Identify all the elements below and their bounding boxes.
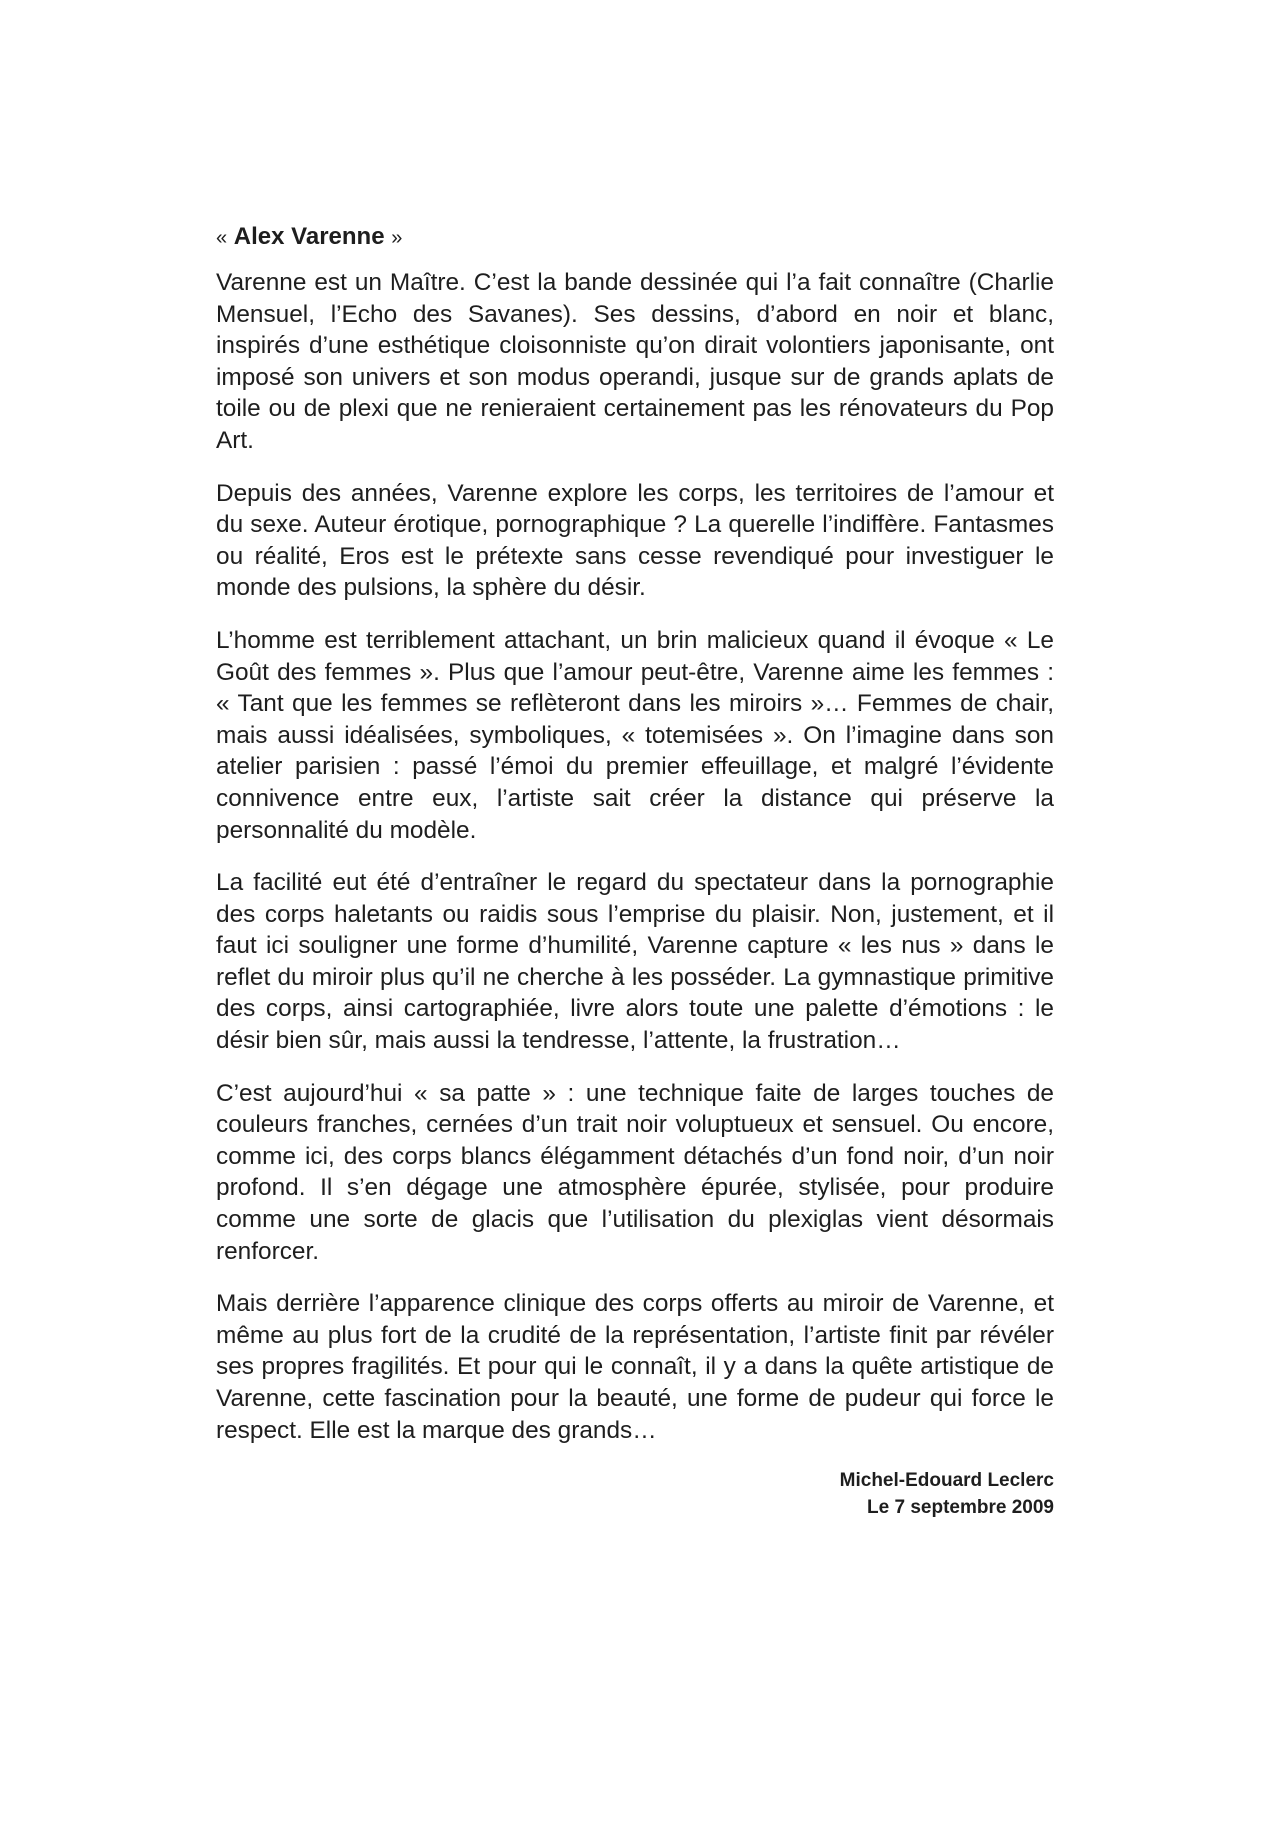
paragraph-6: Mais derrière l’apparence clinique des corps offerts au miroir de Varenne, et même au plus fort de la crudité de la représentation, l’artiste finit par révéler ses propres fragilités. Et pour qui le connaît, il y a dans la quête artistique de Varenne, cette fascination pour la beauté, une forme de pudeur qui force le respect. Elle est la marque des grands… [216,1290,1054,1444]
title-close-quote: » [391,227,403,249]
signature-author: Michel-Edouard Leclerc [839,1470,1054,1492]
paragraph-1: Varenne est un Maître. C’est la bande dessinée qui l’a fait connaître (Charlie Mensuel, l’Echo des Savanes). Ses dessins, d’abord en noir et blanc, inspirés d’une esthétique cloisonniste qu’on dirait volontiers japonisante, ont imposé son univers et son modus operandi, jusque sur de grands aplats de toile ou de plexi que ne renieraient certainement pas les rénovateurs du Pop Art. [216,269,1054,454]
paragraph-2: Depuis des années, Varenne explore les corps, les territoires de l’amour et du sexe. Auteur érotique, pornographique ? La querelle l’indiffère. Fantasmes ou réalité, Eros est le prétexte sans cesse revendiqué pour investiguer le monde des pulsions, la sphère du désir. [216,479,1054,602]
signature-block [216,1467,1054,1521]
title-name: Alex Varenne [233,223,385,250]
paragraph-3: L’homme est terriblement attachant, un brin malicieux quand il évoque « Le Goût des femmes ». Plus que l’amour peut-être, Varenne aime les femmes : « Tant que les femmes se reflèteront dans les miroirs »… Femmes de chair, mais aussi idéalisées, symboliques, « totemisées ». On l’imagine dans son atelier parisien : passé l’émoi du premier effeuillage, et malgré l’évidente connivence entre eux, l’artiste sait créer la distance qui préserve la personnalité du modèle. [216,626,1054,844]
paragraph-5: C’est aujourd’hui « sa patte » : une technique faite de larges touches de couleurs franches, cernées d’un trait noir voluptueux et sensuel. Ou encore, comme ici, des corps blancs élégamment détachés d’un fond noir, d’un noir profond. Il s’en dégage une atmosphère épurée, stylisée, pour produire comme une sorte de glacis que l’utilisation du plexiglas vient désormais renforcer. [216,1079,1054,1265]
paragraph-4: La facilité eut été d’entraîner le regard du spectateur dans la pornographie des corps haletants ou raidis sous l’emprise du plaisir. Non, justement, et il faut ici souligner une forme d’humilité, Varenne capture « les nus » dans le reflet du miroir plus qu’il ne cherche à les posséder. La gymnastique primitive des corps, ainsi cartographiée, livre alors toute une palette d’émotions : le désir bien sûr, mais aussi la tendresse, l’attente, la frustration… [216,869,1054,1055]
document-title [216,222,1054,253]
title-open-quote: « [216,227,228,249]
document-page [216,222,1054,1521]
signature-date: Le 7 septembre 2009 [867,1497,1054,1519]
